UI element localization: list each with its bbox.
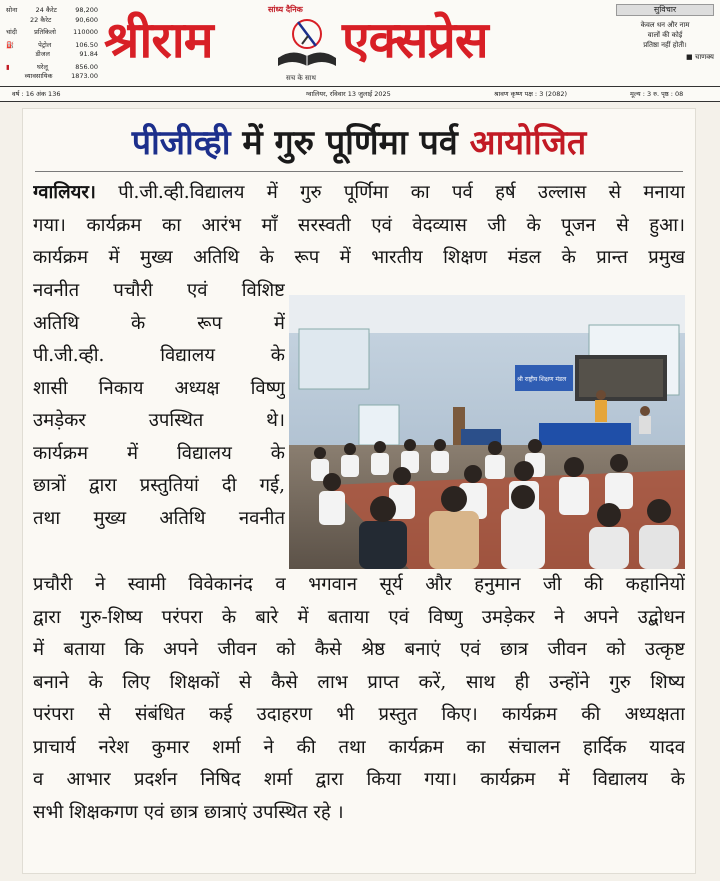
- text-line: नवनीत पचौरी एवं विशिष्ट: [33, 280, 285, 301]
- article-continuation: [33, 569, 685, 829]
- text-line: प्राचार्य नरेश कुमार शर्मा ने की तथा कार्यक्रम का संचालन हार्दिक यादव: [33, 736, 685, 758]
- rate-key: 22 कैरेट: [29, 15, 52, 24]
- text-line: पी.जी.व्ही. विद्यालय के: [33, 345, 285, 366]
- logo-caption: सच के साथ: [286, 74, 317, 82]
- dateline: ग्वालियर।: [33, 182, 96, 203]
- quote-heading: सुविचार: [616, 4, 714, 16]
- text-line: [33, 177, 685, 210]
- text-line: छात्रों द्वारा प्रस्तुतियां दी गई,: [33, 475, 285, 496]
- issue-price: मूल्य : 3 रु. पृष्ठ : 08: [630, 90, 684, 98]
- rate-key: व्यावसायिक: [24, 72, 53, 80]
- rate-key: प्रतिकिलो: [34, 28, 56, 36]
- rate-key: घरेलू: [36, 62, 48, 71]
- newspaper-masthead: [0, 0, 720, 100]
- text-line: बनाने के लिए शिक्षकों से कैसे लाभ प्राप्त करें, साथ ही उन्होंने गुरु शिष्य: [33, 671, 685, 693]
- article-left-column: [33, 275, 285, 535]
- fuel-pump-icon: ⛽: [6, 40, 15, 49]
- text-line: प्रचौरी ने स्वामी विवेकानंद व भगवान सूर्य और हनुमान जी की कहानियों: [33, 574, 685, 595]
- gas-cylinder-icon: ▮: [6, 62, 10, 71]
- brand-name-left: श्रीराम: [104, 10, 213, 69]
- text-line: गया। कार्यक्रम का आरंभ माँ सरस्वती एवं वेदव्यास जी के पूजन से हुआ।: [33, 214, 685, 236]
- text-line: कार्यक्रम में विद्यालय के: [33, 442, 285, 464]
- market-rates-panel: [6, 6, 98, 84]
- issue-info-bar: [0, 86, 720, 102]
- article-headline: [23, 119, 695, 167]
- text-line: तथा मुख्य अतिथि नवनीत: [33, 507, 285, 529]
- edition-tagline: सांध्य दैनिक: [268, 5, 303, 14]
- rate-label: सोना: [6, 6, 18, 14]
- rate-block-gold: [6, 6, 98, 25]
- rate-block-fuel: [6, 41, 98, 60]
- rate-value: 90,600: [75, 15, 98, 24]
- rate-label: चांदी: [6, 28, 17, 36]
- text-line: उमड़ेकर उपस्थित थे।: [33, 410, 285, 431]
- rate-block-gas: [6, 63, 98, 82]
- rate-block-silver: [6, 28, 98, 38]
- news-article: [22, 108, 696, 874]
- text-line: सभी शिक्षकगण एवं छात्र छात्राएं उपस्थित रहे ।: [33, 801, 344, 823]
- issue-calendar: श्रावण कृष्ण पक्ष : 3 (2082): [494, 90, 568, 98]
- text-line: अतिथि के रूप में: [33, 312, 285, 334]
- text-line: शासी निकाय अध्यक्ष विष्णु: [33, 377, 285, 399]
- text-line: परंपरा से संबंधित कई उदाहरण भी प्रस्तुत किए। कार्यक्रम की अध्यक्षता: [33, 704, 685, 725]
- text-line: कार्यक्रम में मुख्य अतिथि के रूप में भारतीय शिक्षण मंडल के प्रान्त प्रमुख: [33, 247, 685, 268]
- headline-divider: [35, 171, 683, 172]
- article-intro: [33, 177, 685, 275]
- rate-value: 91.84: [79, 50, 98, 58]
- headline-part-red: आयोजित: [469, 123, 587, 163]
- rate-value: 110000: [73, 28, 98, 36]
- quote-line: प्रतिष्ठा नहीं होती।: [643, 41, 687, 49]
- rate-key: 24 कैरेट: [35, 6, 57, 14]
- quote-panel: [616, 4, 714, 84]
- rate-key: डीजल: [35, 50, 50, 58]
- open-book-logo-icon: [274, 14, 340, 76]
- headline-part-blue: पीजीव्ही: [131, 123, 231, 163]
- rate-value: 98,200: [75, 6, 98, 14]
- headline-part-black: में गुरु पूर्णिमा पर्व: [242, 123, 458, 163]
- stage-banner-text: श्री राष्ट्रीय शिक्षण मंडल: [517, 376, 567, 383]
- text-line: व आभार प्रदर्शन निषिद शर्मा द्वारा किया गया। कार्यक्रम में विद्यालय के: [33, 769, 685, 790]
- text-line: में बताया कि अपने जीवन को कैसे श्रेष्ठ बनाएं एवं छात्र जीवन को उत्कृष्ट: [33, 639, 685, 660]
- text-line: द्वारा गुरु-शिष्य परंपरा के बारे में बताया एवं विष्णु उमड़ेकर ने अपने उद्बोधन: [33, 606, 685, 628]
- quote-line: केवल धन और नाम: [640, 21, 690, 29]
- text-line-content: पी.जी.व्ही.विद्यालय में गुरु पूर्णिमा का पर्व हर्ष उल्लास से मनाया: [95, 182, 685, 203]
- quote-line: वालों की कोई: [647, 31, 683, 39]
- rate-value: 856.00: [75, 62, 98, 71]
- brand-name-right: एक्सप्रेस: [342, 10, 488, 69]
- rate-key: पेट्रोल: [38, 40, 52, 49]
- issue-volume: वर्ष : 16 अंक 136: [12, 90, 61, 98]
- quote-signature: ■ चाणक्य: [686, 53, 714, 61]
- issue-date: ग्वालियर, रविवार 13 जुलाई 2025: [306, 90, 391, 98]
- event-photo: [289, 295, 685, 569]
- rate-value: 106.50: [75, 40, 98, 49]
- rate-value: 1873.00: [71, 72, 98, 80]
